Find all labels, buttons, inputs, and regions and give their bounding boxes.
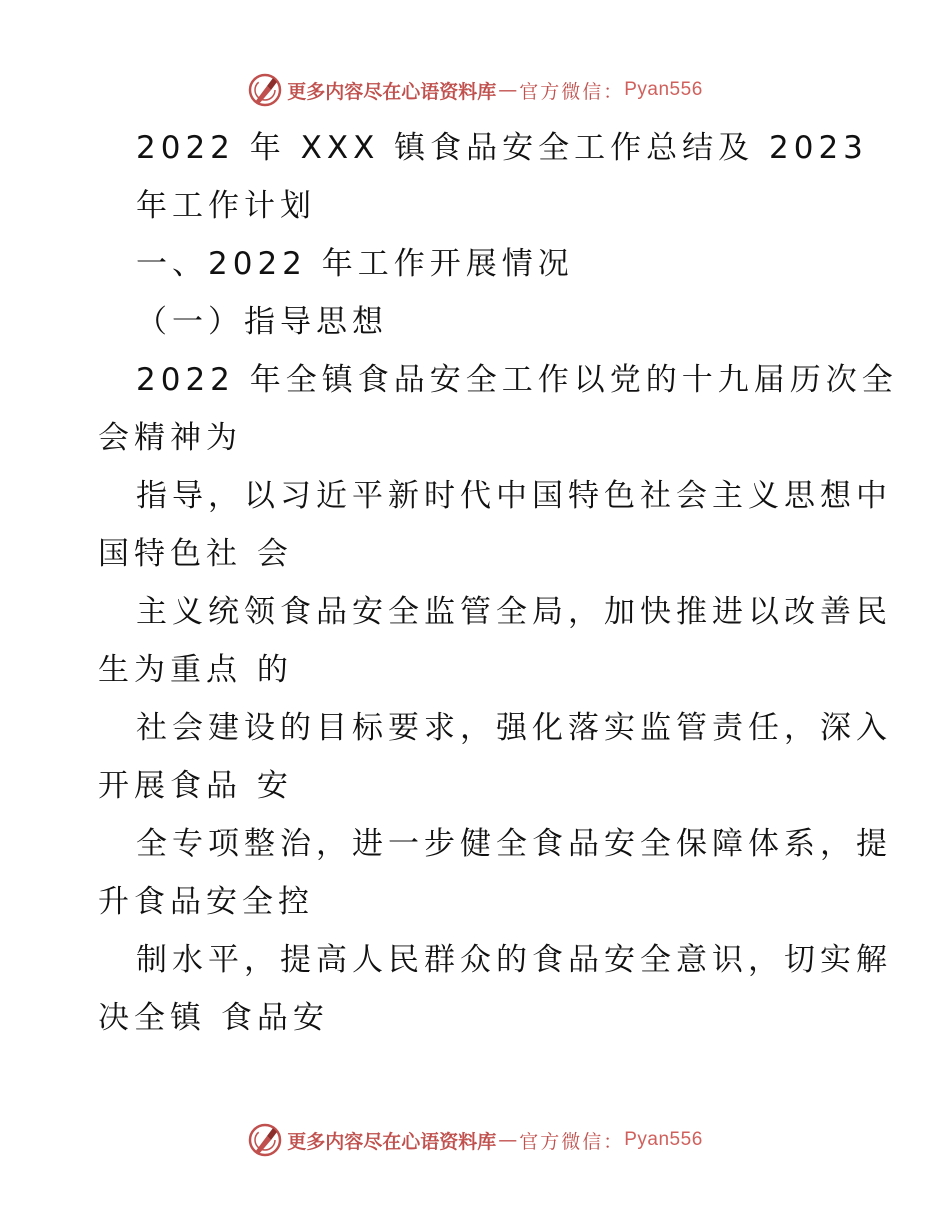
- paragraph-line: 社会建设的目标要求，强化落实监管责任，深入: [136, 710, 892, 746]
- watermark-wechat-id: Pyan556: [624, 1129, 703, 1150]
- paragraph-line: 制水平，提高人民群众的食品安全意识，切实解: [136, 942, 892, 978]
- pen-logo-icon: [247, 1122, 283, 1158]
- header-watermark: [0, 70, 950, 110]
- footer-watermark: [0, 1120, 950, 1160]
- paragraph-line: 主义统领食品安全监管全局，加快推进以改善民: [136, 594, 892, 630]
- subsection-heading: （一）指导思想: [136, 304, 388, 340]
- watermark-dash: —: [498, 79, 518, 101]
- paragraph-line: 指导，以习近平新时代中国特色社会主义思想中: [136, 478, 892, 514]
- document-title-line-1: 2022 年 XXX 镇食品安全工作总结及 2023: [136, 130, 868, 166]
- paragraph-line: 会精神为: [98, 420, 242, 456]
- pen-logo-icon: [247, 72, 283, 108]
- watermark-dash: —: [498, 1129, 518, 1151]
- watermark-site-name: 更多内容尽在心语资料库: [287, 1130, 497, 1153]
- watermark-site-name: 更多内容尽在心语资料库: [287, 80, 497, 103]
- paragraph-line: 生为重点 的: [98, 652, 293, 688]
- paragraph-line: 全专项整治，进一步健全食品安全保障体系，提: [136, 826, 892, 862]
- paragraph-line: 2022 年全镇食品安全工作以党的十九届历次全: [136, 362, 898, 398]
- paragraph-line: 国特色社 会: [98, 536, 293, 572]
- watermark-wechat-id: Pyan556: [624, 79, 703, 100]
- watermark-wechat-label: 官方微信：: [519, 80, 625, 103]
- section-heading: 一、2022 年工作开展情况: [136, 246, 574, 282]
- paragraph-line: 升食品安全控: [98, 884, 314, 920]
- paragraph-line: 决全镇 食品安: [98, 1000, 329, 1036]
- paragraph-line: 开展食品 安: [98, 768, 293, 804]
- watermark-wechat-label: 官方微信：: [519, 1130, 625, 1153]
- document-title-line-2: 年工作计划: [136, 188, 316, 224]
